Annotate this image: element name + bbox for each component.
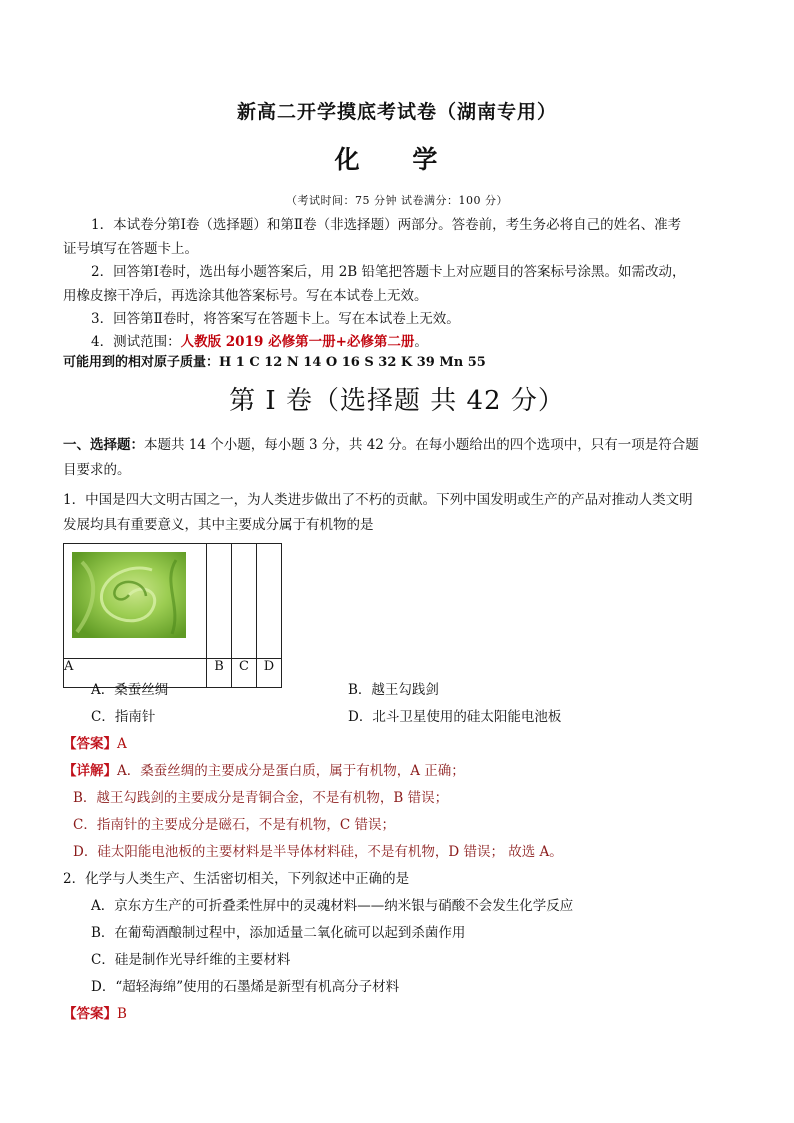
q1-option-a: A．桑蚕丝绸	[91, 682, 169, 698]
answer-value: A	[117, 736, 127, 752]
table-label-b: B	[207, 659, 232, 688]
table-label-d: D	[257, 659, 282, 688]
question-1-stem: 1．中国是四大文明古国之一，为人类进步做出了不朽的贡献。下列中国发明或生产的产品对推动人类文明	[63, 492, 693, 508]
table-label-c: C	[232, 659, 257, 688]
instruction-line: 用橡皮擦干净后，再选涂其他答案标号。写在本试卷上无效。	[63, 288, 428, 304]
q2-option-d: D．“超轻海绵”使用的石墨烯是新型有机高分子材料	[91, 979, 400, 995]
part-intro-text: 本题共 14 个小题，每小题 3 分，共 42 分。在每小题给出的四个选项中，只有一项是符合题	[144, 437, 699, 453]
q2-option-a: A．京东方生产的可折叠柔性屏中的灵魂材料——纳米银与硝酸不会发生化学反应	[91, 898, 574, 914]
q1-detail-line: B．越王勾践剑的主要成分是青铜合金，不是有机物，B 错误；	[73, 790, 449, 806]
exam-meta: （考试时间：75 分钟 试卷满分：100 分）	[286, 194, 508, 207]
instruction-line: 1．本试卷分第Ⅰ卷（选择题）和第Ⅱ卷（非选择题）两部分。答卷前，考生务必将自己的姓名、准考	[91, 217, 682, 233]
instruction-line: 2．回答第Ⅰ卷时，选出每小题答案后，用 2B 铅笔把答题卡上对应题目的答案标号涂黑。如需改动，	[91, 264, 686, 280]
q2-option-c: C．硅是制作光导纤维的主要材料	[91, 952, 291, 968]
option-a-image-cell	[64, 544, 207, 659]
q2-answer	[63, 1002, 127, 1026]
q1-option-c: C．指南针	[91, 709, 156, 725]
q1-answer	[63, 732, 127, 756]
option-c-image-cell	[232, 544, 257, 659]
table-label-a: A	[64, 659, 207, 688]
question-1-stem-2: 发展均具有重要意义，其中主要成分属于有机物的是	[63, 517, 374, 533]
exam-title: 新高二开学摸底考试卷（湖南专用）	[236, 101, 557, 123]
question-2-stem: 2．化学与人类生产、生活密切相关，下列叙述中正确的是	[63, 871, 410, 887]
detail-tag: 【详解】	[63, 763, 117, 779]
green-silk-fabric-image	[72, 552, 186, 638]
atomic-masses: 可能用到的相对原子质量：H 1 C 12 N 14 O 16 S 32 K 39 Mn 55	[63, 355, 486, 370]
subject-title: 化 学	[334, 145, 460, 174]
part-intro-line2: 目要求的。	[63, 462, 131, 478]
option-b-image-cell	[207, 544, 232, 659]
q1-option-d: D．北斗卫星使用的硅太阳能电池板	[348, 709, 562, 725]
q2-option-b: B．在葡萄酒酿制过程中，添加适量二氧化硫可以起到杀菌作用	[91, 925, 466, 941]
q1-option-b: B．越王勾践剑	[348, 682, 439, 698]
instruction-line: 证号填写在答题卡上。	[63, 241, 198, 257]
answer-value: B	[117, 1006, 127, 1022]
section-title: 第 I 卷（选择题 共 42 分）	[229, 386, 565, 416]
test-scope-value: 人教版 2019 必修第一册+必修第二册	[180, 334, 415, 350]
instruction-line: 3．回答第Ⅱ卷时，将答案写在答题卡上。写在本试卷上无效。	[91, 311, 460, 327]
q1-detail-line: D．硅太阳能电池板的主要材料是半导体材料硅，不是有机物，D 错误； 故选 A。	[73, 844, 563, 860]
test-scope-end: 。	[414, 334, 428, 350]
part-intro-lead: 一、选择题：	[63, 437, 144, 453]
q1-detail-line	[63, 759, 465, 783]
q1-detail-line: C．指南针的主要成分是磁石，不是有机物，C 错误；	[73, 817, 395, 833]
part-intro	[63, 433, 699, 457]
answer-tag: 【答案】	[63, 1006, 117, 1022]
detail-text: A．桑蚕丝绸的主要成分是蛋白质，属于有机物，A 正确；	[117, 763, 465, 779]
option-d-image-cell	[257, 544, 282, 659]
test-scope-label: 4．测试范围：	[91, 334, 181, 350]
question-1-image-table	[63, 543, 282, 688]
answer-tag: 【答案】	[63, 736, 117, 752]
